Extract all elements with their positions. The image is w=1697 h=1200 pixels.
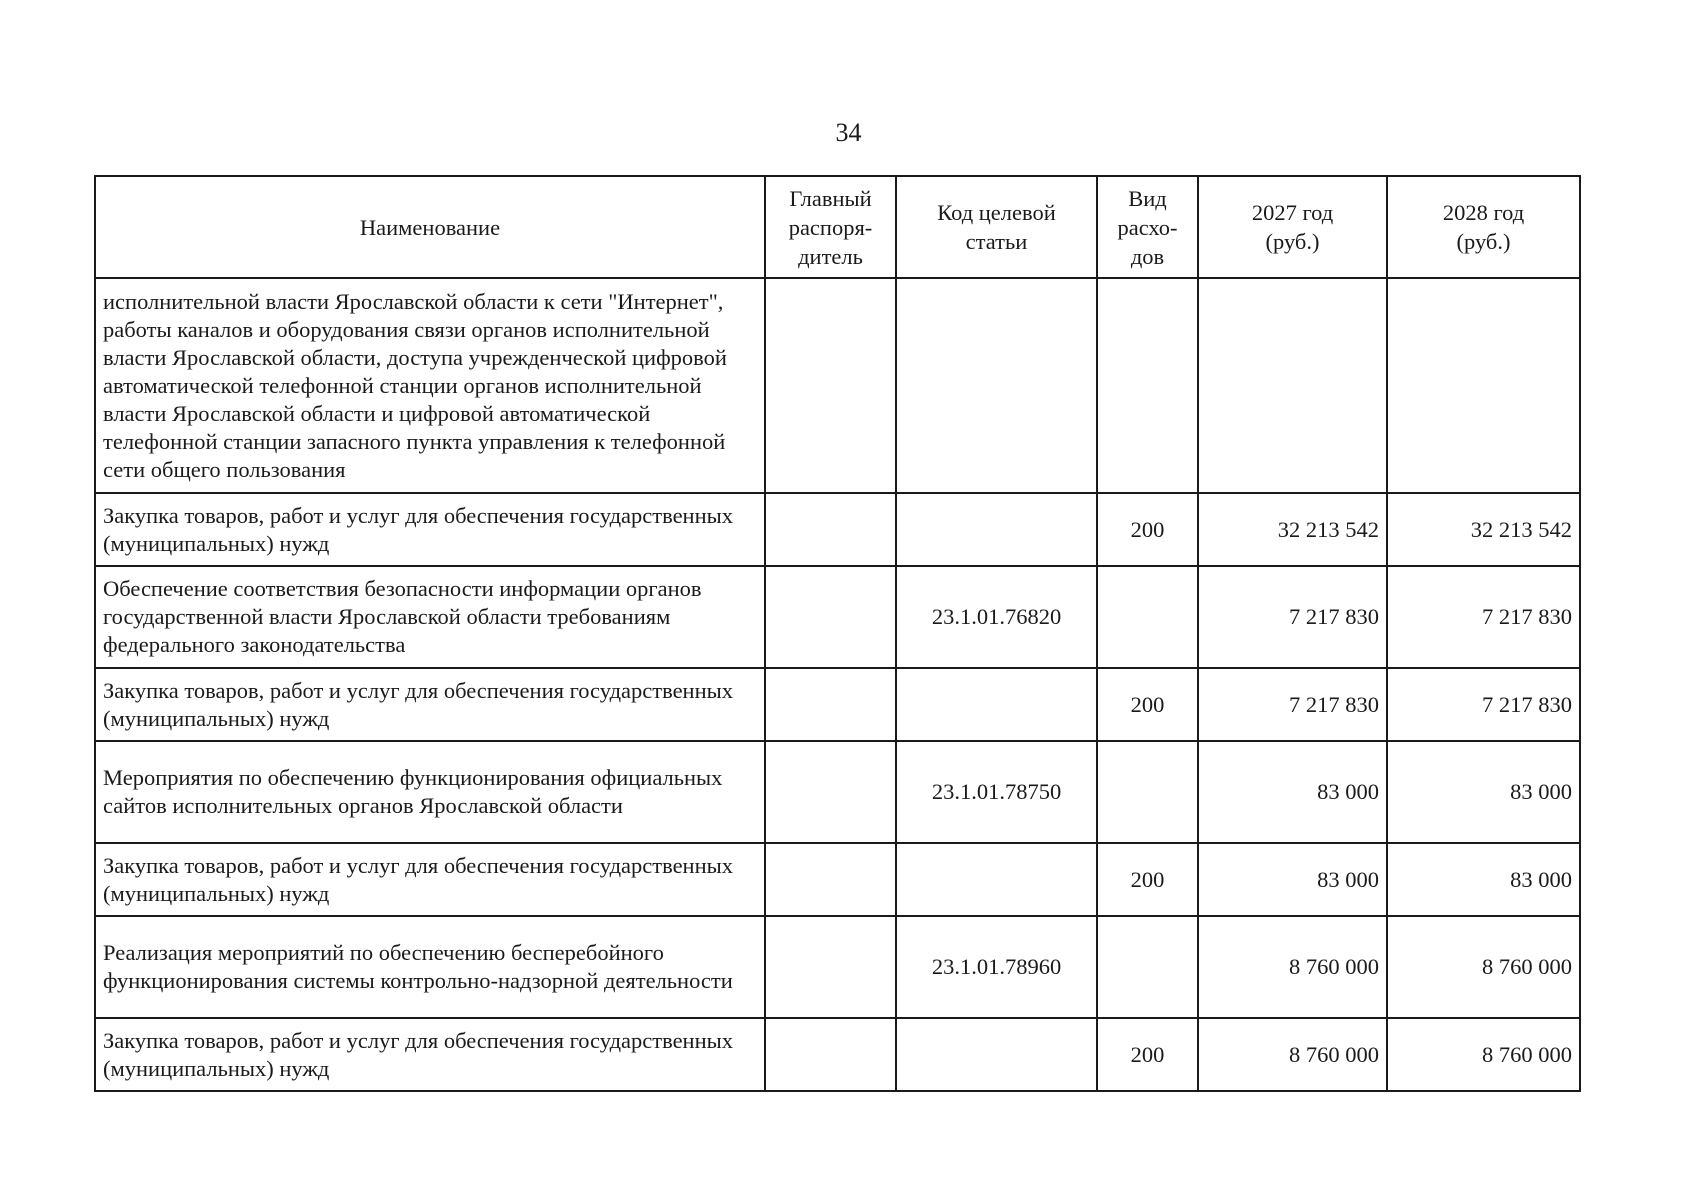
cell-code: 23.1.01.78750 xyxy=(896,741,1097,843)
cell-year-2028 xyxy=(1387,278,1580,493)
cell-distributor xyxy=(765,916,896,1018)
cell-name: Закупка товаров, работ и услуг для обеспечения государственных (муниципальных) нужд xyxy=(95,843,765,916)
table-row xyxy=(95,843,1580,916)
cell-year-2027: 83 000 xyxy=(1198,741,1387,843)
table-row xyxy=(95,493,1580,566)
cell-year-2027: 7 217 830 xyxy=(1198,566,1387,668)
cell-distributor xyxy=(765,843,896,916)
cell-code: 23.1.01.76820 xyxy=(896,566,1097,668)
header-year-2027: 2027 год (руб.) xyxy=(1198,176,1387,278)
cell-distributor xyxy=(765,566,896,668)
cell-name: Мероприятия по обеспечению функционирования официальных сайтов исполнительных органов Ярославской области xyxy=(95,741,765,843)
cell-year-2027: 32 213 542 xyxy=(1198,493,1387,566)
cell-year-2027: 7 217 830 xyxy=(1198,668,1387,741)
cell-code xyxy=(896,668,1097,741)
header-distributor: Главный распоря- дитель xyxy=(765,176,896,278)
cell-year-2028: 32 213 542 xyxy=(1387,493,1580,566)
cell-year-2028: 83 000 xyxy=(1387,843,1580,916)
table-row xyxy=(95,1018,1580,1091)
cell-type xyxy=(1097,741,1198,843)
cell-year-2027: 8 760 000 xyxy=(1198,916,1387,1018)
header-year-2028: 2028 год (руб.) xyxy=(1387,176,1580,278)
header-code: Код целевой статьи xyxy=(896,176,1097,278)
header-name: Наименование xyxy=(95,176,765,278)
cell-code xyxy=(896,278,1097,493)
page-number: 34 xyxy=(835,118,862,147)
table-row xyxy=(95,278,1580,493)
cell-name: Обеспечение соответствия безопасности информации органов государственной власти Ярославской области требованиям федерального законодательства xyxy=(95,566,765,668)
cell-distributor xyxy=(765,668,896,741)
cell-year-2028: 83 000 xyxy=(1387,741,1580,843)
cell-type xyxy=(1097,278,1198,493)
table-row xyxy=(95,916,1580,1018)
cell-year-2028: 7 217 830 xyxy=(1387,668,1580,741)
cell-year-2027 xyxy=(1198,278,1387,493)
cell-name: Закупка товаров, работ и услуг для обеспечения государственных (муниципальных) нужд xyxy=(95,1018,765,1091)
cell-name: Закупка товаров, работ и услуг для обеспечения государственных (муниципальных) нужд xyxy=(95,668,765,741)
table-row xyxy=(95,741,1580,843)
cell-year-2028: 8 760 000 xyxy=(1387,1018,1580,1091)
cell-type: 200 xyxy=(1097,493,1198,566)
header-type: Вид расхо- дов xyxy=(1097,176,1198,278)
table-row xyxy=(95,668,1580,741)
cell-code: 23.1.01.78960 xyxy=(896,916,1097,1018)
cell-name: исполнительной власти Ярославской области к сети "Интернет", работы каналов и оборудования связи органов исполнительной власти Ярославской области, доступа учрежденческой цифровой автоматической телефонной станции органов исполнительной власти Ярославской области и цифровой автоматической телефонной станции запасного пункта управления к телефонной сети общего пользования xyxy=(95,278,765,493)
cell-code xyxy=(896,493,1097,566)
cell-type xyxy=(1097,916,1198,1018)
cell-distributor xyxy=(765,493,896,566)
cell-code xyxy=(896,843,1097,916)
cell-distributor xyxy=(765,741,896,843)
cell-year-2028: 7 217 830 xyxy=(1387,566,1580,668)
budget-table xyxy=(94,175,1581,1092)
cell-type: 200 xyxy=(1097,1018,1198,1091)
cell-type: 200 xyxy=(1097,843,1198,916)
cell-type: 200 xyxy=(1097,668,1198,741)
cell-distributor xyxy=(765,1018,896,1091)
cell-code xyxy=(896,1018,1097,1091)
cell-distributor xyxy=(765,278,896,493)
cell-year-2027: 8 760 000 xyxy=(1198,1018,1387,1091)
cell-name: Закупка товаров, работ и услуг для обеспечения государственных (муниципальных) нужд xyxy=(95,493,765,566)
table-header-row xyxy=(95,176,1580,278)
table-row xyxy=(95,566,1580,668)
cell-year-2028: 8 760 000 xyxy=(1387,916,1580,1018)
cell-name: Реализация мероприятий по обеспечению бесперебойного функционирования системы контрольно-надзорной деятельности xyxy=(95,916,765,1018)
cell-type xyxy=(1097,566,1198,668)
cell-year-2027: 83 000 xyxy=(1198,843,1387,916)
